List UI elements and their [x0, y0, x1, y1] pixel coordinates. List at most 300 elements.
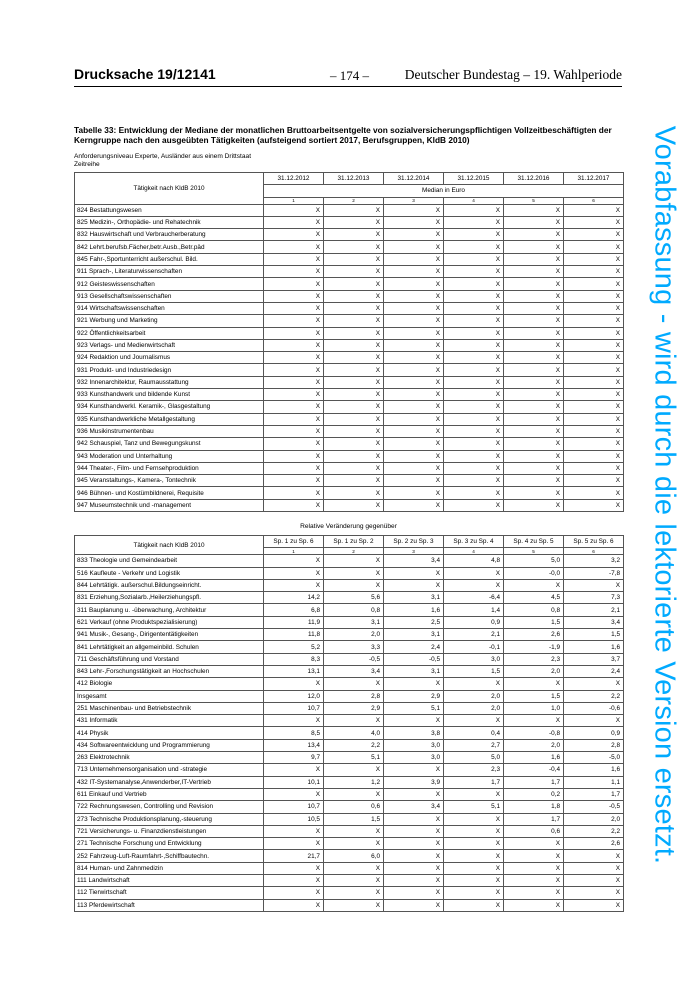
table-cell: X — [324, 216, 384, 228]
table-cell: X — [564, 579, 624, 591]
table-cell: 1,7 — [504, 776, 564, 788]
occupation-label: 721 Versicherungs- u. Finanzdienstleistungen — [75, 825, 264, 837]
table-cell: X — [444, 678, 504, 690]
table-cell: X — [504, 887, 564, 899]
occupation-label: 431 Informatik — [75, 715, 264, 727]
column-header: 31.12.2014 — [384, 173, 444, 185]
occupation-label: 946 Bühnen- und Kostümbildnerei, Requisite — [75, 487, 264, 499]
table-row — [75, 315, 624, 327]
table-cell: X — [444, 389, 504, 401]
table-cell: X — [504, 462, 564, 474]
occupation-label: 842 Lehrt.berufsb.Fächer,betr.Ausb.,Betr.päd — [75, 241, 264, 253]
table-cell: X — [504, 401, 564, 413]
table-cell: X — [504, 364, 564, 376]
table-cell: X — [564, 389, 624, 401]
table-cell: 1,6 — [564, 641, 624, 653]
table-row — [75, 216, 624, 228]
table-cell: X — [444, 487, 504, 499]
table-cell: X — [444, 462, 504, 474]
subcaption-line2: Zeitreihe — [74, 161, 100, 168]
table-row — [75, 475, 624, 487]
table-cell: X — [384, 389, 444, 401]
table-cell: 1,6 — [504, 752, 564, 764]
row-header: Tätigkeit nach KldB 2010 — [75, 536, 264, 555]
table-cell: X — [324, 499, 384, 511]
table-cell: X — [504, 204, 564, 216]
table-row — [75, 862, 624, 874]
table-cell: X — [564, 216, 624, 228]
column-header: Sp. 2 zu Sp. 3 — [384, 536, 444, 548]
table-cell: X — [264, 438, 324, 450]
table-row — [75, 899, 624, 911]
table-row — [75, 887, 624, 899]
table-cell: X — [384, 401, 444, 413]
change-table — [74, 535, 624, 912]
table-cell: 1,5 — [564, 629, 624, 641]
table-cell: X — [564, 290, 624, 302]
occupation-label: 913 Gesellschaftswissenschaften — [75, 290, 264, 302]
table-cell: X — [384, 241, 444, 253]
table-cell: X — [264, 339, 324, 351]
table-cell: X — [564, 327, 624, 339]
table-row — [75, 629, 624, 641]
table-cell: X — [444, 715, 504, 727]
table-cell: X — [444, 825, 504, 837]
occupation-label: 112 Tierwirtschaft — [75, 887, 264, 899]
occupation-label: 935 Kunsthandwerkliche Metallgestaltung — [75, 413, 264, 425]
occupation-label: 833 Theologie und Gemeindearbeit — [75, 555, 264, 567]
column-number: 3 — [384, 197, 444, 204]
table-cell: X — [564, 875, 624, 887]
table-cell: X — [324, 567, 384, 579]
table-row — [75, 616, 624, 628]
table-cell: 0,9 — [564, 727, 624, 739]
table-cell: -7,8 — [564, 567, 624, 579]
occupation-label: 932 Innenarchitektur, Raumausstattung — [75, 376, 264, 388]
table-cell: -0,1 — [444, 641, 504, 653]
table-row — [75, 752, 624, 764]
column-number: 5 — [504, 548, 564, 555]
table-subcaption — [74, 153, 374, 169]
table-cell: 0,6 — [504, 825, 564, 837]
page-header — [74, 66, 622, 87]
table-cell: 1,4 — [444, 604, 504, 616]
table-cell: X — [324, 825, 384, 837]
table-cell: X — [264, 899, 324, 911]
table-row — [75, 241, 624, 253]
table-cell: X — [444, 899, 504, 911]
occupation-label: 911 Sprach-, Literaturwissenschaften — [75, 266, 264, 278]
table-cell: 3,4 — [384, 801, 444, 813]
table-cell: X — [384, 813, 444, 825]
table-cell: X — [264, 764, 324, 776]
table-cell: X — [504, 715, 564, 727]
table-cell: 3,0 — [384, 752, 444, 764]
table-cell: X — [504, 229, 564, 241]
table-row — [75, 266, 624, 278]
table-row — [75, 739, 624, 751]
table-cell: X — [324, 487, 384, 499]
table-cell: 1,5 — [444, 665, 504, 677]
table-row — [75, 592, 624, 604]
table-cell: 6,8 — [264, 604, 324, 616]
table-cell: 2,2 — [564, 825, 624, 837]
table-cell: X — [264, 825, 324, 837]
table-cell: X — [564, 302, 624, 314]
table-cell: X — [324, 764, 384, 776]
occupation-label: 845 Fahr-,Sportunterricht außerschul. Bild. — [75, 253, 264, 265]
table-cell: X — [444, 838, 504, 850]
table-cell: X — [504, 389, 564, 401]
table-cell: X — [384, 764, 444, 776]
table-cell: X — [564, 862, 624, 874]
table-cell: 3,1 — [384, 629, 444, 641]
occupation-label: 936 Musikinstrumentenbau — [75, 425, 264, 437]
table-cell: X — [264, 487, 324, 499]
table-cell: X — [384, 376, 444, 388]
table-cell: X — [324, 462, 384, 474]
table-cell: X — [264, 715, 324, 727]
table-cell: 2,5 — [384, 616, 444, 628]
table-cell: 2,9 — [324, 702, 384, 714]
table-cell: X — [324, 555, 384, 567]
occupation-label: 921 Werbung und Marketing — [75, 315, 264, 327]
table-cell: X — [504, 862, 564, 874]
occupation-label: 944 Theater-, Film- und Fernsehproduktion — [75, 462, 264, 474]
table-cell: X — [264, 290, 324, 302]
table-cell: X — [504, 352, 564, 364]
table-cell: X — [444, 376, 504, 388]
table-cell: -0,6 — [564, 702, 624, 714]
table-cell: X — [504, 376, 564, 388]
table-row — [75, 438, 624, 450]
table-cell: X — [444, 813, 504, 825]
table-cell: X — [504, 327, 564, 339]
table-cell: 2,4 — [384, 641, 444, 653]
occupation-label: 934 Kunsthandwerkl. Keramik-, Glasgestaltung — [75, 401, 264, 413]
table-cell: X — [384, 413, 444, 425]
table-cell: 0,2 — [504, 788, 564, 800]
table-row — [75, 825, 624, 837]
table-cell: 2,7 — [444, 739, 504, 751]
table-cell: X — [504, 678, 564, 690]
table-cell: 4,8 — [444, 555, 504, 567]
occupation-label: 924 Redaktion und Journalismus — [75, 352, 264, 364]
table-cell: X — [564, 352, 624, 364]
occupation-label: Insgesamt — [75, 690, 264, 702]
table-cell: X — [444, 567, 504, 579]
table-cell: 10,5 — [264, 813, 324, 825]
table-cell: X — [444, 216, 504, 228]
table-cell: X — [504, 475, 564, 487]
table-cell: X — [384, 788, 444, 800]
occupation-label: 412 Biologie — [75, 678, 264, 690]
doc-number: 12141 — [176, 66, 216, 82]
table-cell: X — [444, 438, 504, 450]
table-cell: 1,0 — [504, 702, 564, 714]
table-cell: X — [324, 241, 384, 253]
column-number: 3 — [384, 548, 444, 555]
table-cell: 2,1 — [444, 629, 504, 641]
page-number: – 174 – — [330, 68, 369, 83]
table-cell: X — [444, 364, 504, 376]
table-cell: X — [384, 266, 444, 278]
column-number: 6 — [564, 548, 624, 555]
table-cell: 1,7 — [444, 776, 504, 788]
table-row — [75, 838, 624, 850]
table-cell: X — [324, 204, 384, 216]
table-cell: X — [564, 850, 624, 862]
table-cell: 1,2 — [324, 776, 384, 788]
table-cell: X — [444, 266, 504, 278]
table-cell: X — [444, 413, 504, 425]
column-number: 2 — [324, 548, 384, 555]
column-header: Sp. 3 zu Sp. 4 — [444, 536, 504, 548]
table-cell: X — [564, 499, 624, 511]
occupation-label: 933 Kunsthandwerk und bildende Kunst — [75, 389, 264, 401]
column-header: 31.12.2012 — [264, 173, 324, 185]
table-row — [75, 690, 624, 702]
table-cell: X — [384, 850, 444, 862]
column-header: 31.12.2015 — [444, 173, 504, 185]
table-cell: 0,6 — [324, 801, 384, 813]
table-cell: 3,0 — [384, 739, 444, 751]
table-row — [75, 290, 624, 302]
table-cell: 3,2 — [564, 555, 624, 567]
table-cell: X — [564, 715, 624, 727]
table-cell: 10,7 — [264, 801, 324, 813]
table-cell: X — [564, 887, 624, 899]
header-row — [75, 173, 624, 185]
table-cell: X — [564, 425, 624, 437]
table-cell: X — [264, 678, 324, 690]
table-row — [75, 727, 624, 739]
table-cell: X — [564, 450, 624, 462]
table-cell: X — [564, 487, 624, 499]
column-number: 2 — [324, 197, 384, 204]
table-row — [75, 462, 624, 474]
table-cell: 2,2 — [564, 690, 624, 702]
table-row — [75, 413, 624, 425]
table-cell: X — [384, 899, 444, 911]
table-cell: 1,5 — [324, 813, 384, 825]
table-cell: X — [444, 315, 504, 327]
table-cell: X — [504, 290, 564, 302]
occupation-label: 824 Bestattungswesen — [75, 204, 264, 216]
table-cell: 13,1 — [264, 665, 324, 677]
table-cell: 14,2 — [264, 592, 324, 604]
occupation-label: 825 Medizin-, Orthopädie- und Rehatechnik — [75, 216, 264, 228]
table-cell: X — [384, 825, 444, 837]
table-cell: -0,0 — [504, 567, 564, 579]
column-number: 4 — [444, 548, 504, 555]
table-cell: 5,0 — [444, 752, 504, 764]
column-number: 1 — [264, 197, 324, 204]
table-row — [75, 875, 624, 887]
table-cell: X — [264, 887, 324, 899]
table-row — [75, 339, 624, 351]
table-cell: 2,3 — [504, 653, 564, 665]
table-cell: X — [264, 401, 324, 413]
occupation-label: 945 Veranstaltungs-, Kamera-, Tontechnik — [75, 475, 264, 487]
table-cell: X — [384, 838, 444, 850]
occupation-label: 832 Hauswirtschaft und Verbraucherberatung — [75, 229, 264, 241]
table-row — [75, 229, 624, 241]
table-cell: X — [324, 475, 384, 487]
table-cell: X — [384, 315, 444, 327]
table-cell: X — [504, 253, 564, 265]
table-cell: X — [264, 579, 324, 591]
table-cell: X — [444, 401, 504, 413]
table-cell: X — [264, 216, 324, 228]
table-cell: X — [564, 364, 624, 376]
table-cell: X — [384, 204, 444, 216]
table-row — [75, 302, 624, 314]
table-cell: 1,1 — [564, 776, 624, 788]
table-cell: 4,0 — [324, 727, 384, 739]
table-cell: -0,5 — [564, 801, 624, 813]
column-number: 4 — [444, 197, 504, 204]
table-cell: X — [264, 352, 324, 364]
column-header: Sp. 5 zu Sp. 6 — [564, 536, 624, 548]
table-cell: 2,0 — [324, 629, 384, 641]
table-cell: X — [504, 838, 564, 850]
table-row — [75, 788, 624, 800]
occupation-label: 271 Technische Forschung und Entwicklung — [75, 838, 264, 850]
table-cell: X — [444, 278, 504, 290]
table-cell: 3,7 — [564, 653, 624, 665]
table-row — [75, 327, 624, 339]
table-row — [75, 702, 624, 714]
table-cell: X — [324, 302, 384, 314]
table-cell: X — [504, 425, 564, 437]
table-cell: X — [444, 327, 504, 339]
occupation-label: 914 Wirtschaftswissenschaften — [75, 302, 264, 314]
table-row — [75, 487, 624, 499]
table-cell: X — [384, 875, 444, 887]
table-cell: 2,4 — [564, 665, 624, 677]
table-cell: 0,8 — [504, 604, 564, 616]
table-cell: -5,0 — [564, 752, 624, 764]
table-cell: X — [384, 487, 444, 499]
table-cell: X — [264, 567, 324, 579]
occupation-label: 942 Schauspiel, Tanz und Bewegungskunst — [75, 438, 264, 450]
table-cell: X — [384, 499, 444, 511]
table-cell: X — [444, 425, 504, 437]
table-cell: X — [444, 850, 504, 862]
table-cell: X — [444, 339, 504, 351]
table-cell: X — [564, 899, 624, 911]
table-cell: 3,8 — [384, 727, 444, 739]
table-cell: X — [324, 278, 384, 290]
table-cell: 2,9 — [384, 690, 444, 702]
table-cell: 3,1 — [384, 592, 444, 604]
table-cell: 6,0 — [324, 850, 384, 862]
table-cell: 4,5 — [504, 592, 564, 604]
table-cell: X — [444, 499, 504, 511]
occupation-label: 611 Einkauf und Vertrieb — [75, 788, 264, 800]
table-cell: 1,8 — [504, 801, 564, 813]
table-cell: X — [384, 579, 444, 591]
table-cell: X — [324, 579, 384, 591]
table-cell: 10,1 — [264, 776, 324, 788]
table-cell: X — [324, 788, 384, 800]
table-cell: 2,2 — [324, 739, 384, 751]
occupation-label: 941 Musik-, Gesang-, Dirigententätigkeiten — [75, 629, 264, 641]
unit-header: Median in Euro — [264, 185, 624, 197]
table-cell: X — [384, 278, 444, 290]
table-cell: 3,4 — [384, 555, 444, 567]
table-cell: X — [324, 862, 384, 874]
table-row — [75, 555, 624, 567]
table-cell: X — [384, 216, 444, 228]
table-cell: X — [324, 438, 384, 450]
table-cell: 10,7 — [264, 702, 324, 714]
table-cell: X — [384, 475, 444, 487]
table-cell: X — [504, 899, 564, 911]
table-cell: X — [564, 413, 624, 425]
table-cell: X — [324, 715, 384, 727]
table-cell: X — [264, 425, 324, 437]
table-cell: X — [444, 450, 504, 462]
table-cell: 2,0 — [444, 690, 504, 702]
table-cell: X — [384, 253, 444, 265]
table-cell: X — [384, 229, 444, 241]
table-cell: X — [384, 862, 444, 874]
parliament-label: Deutscher Bundestag – 19. Wahlperiode — [404, 67, 622, 82]
occupation-label: 711 Geschäftsführung und Vorstand — [75, 653, 264, 665]
column-header: 31.12.2017 — [564, 173, 624, 185]
table-row — [75, 376, 624, 388]
table-row — [75, 776, 624, 788]
table-cell: 1,7 — [564, 788, 624, 800]
table-cell: 1,5 — [504, 690, 564, 702]
table-cell: -0,5 — [384, 653, 444, 665]
table-cell: X — [444, 290, 504, 302]
median-table — [74, 172, 624, 512]
table-cell: X — [324, 339, 384, 351]
table-cell: 3,4 — [324, 665, 384, 677]
table-cell: X — [324, 229, 384, 241]
table-cell: X — [264, 450, 324, 462]
column-number: 5 — [504, 197, 564, 204]
table-cell: 12,0 — [264, 690, 324, 702]
table-row — [75, 567, 624, 579]
table-row — [75, 499, 624, 511]
table-cell: X — [504, 315, 564, 327]
table-row — [75, 253, 624, 265]
table-cell: X — [444, 229, 504, 241]
table-cell: 1,7 — [504, 813, 564, 825]
occupation-label: 831 Erziehung,Sozialarb.,Heilerziehungspfl. — [75, 592, 264, 604]
table-cell: X — [444, 579, 504, 591]
table-cell: X — [324, 389, 384, 401]
table-cell: 0,8 — [324, 604, 384, 616]
table-cell: X — [564, 462, 624, 474]
table-cell: X — [504, 278, 564, 290]
occupation-label: 311 Bauplanung u. -überwachung, Architektur — [75, 604, 264, 616]
table-cell: X — [264, 253, 324, 265]
table-cell: 3,3 — [324, 641, 384, 653]
occupation-label: 814 Human- und Zahnmedizin — [75, 862, 264, 874]
occupation-label: 252 Fahrzeug-Luft-Raumfahrt-,Schiffbautechn. — [75, 850, 264, 862]
table-row — [75, 665, 624, 677]
table-cell: 5,2 — [264, 641, 324, 653]
table-row — [75, 604, 624, 616]
table-cell: 13,4 — [264, 739, 324, 751]
occupation-label: 922 Öffentlichkeitsarbeit — [75, 327, 264, 339]
table-cell: 2,6 — [564, 838, 624, 850]
